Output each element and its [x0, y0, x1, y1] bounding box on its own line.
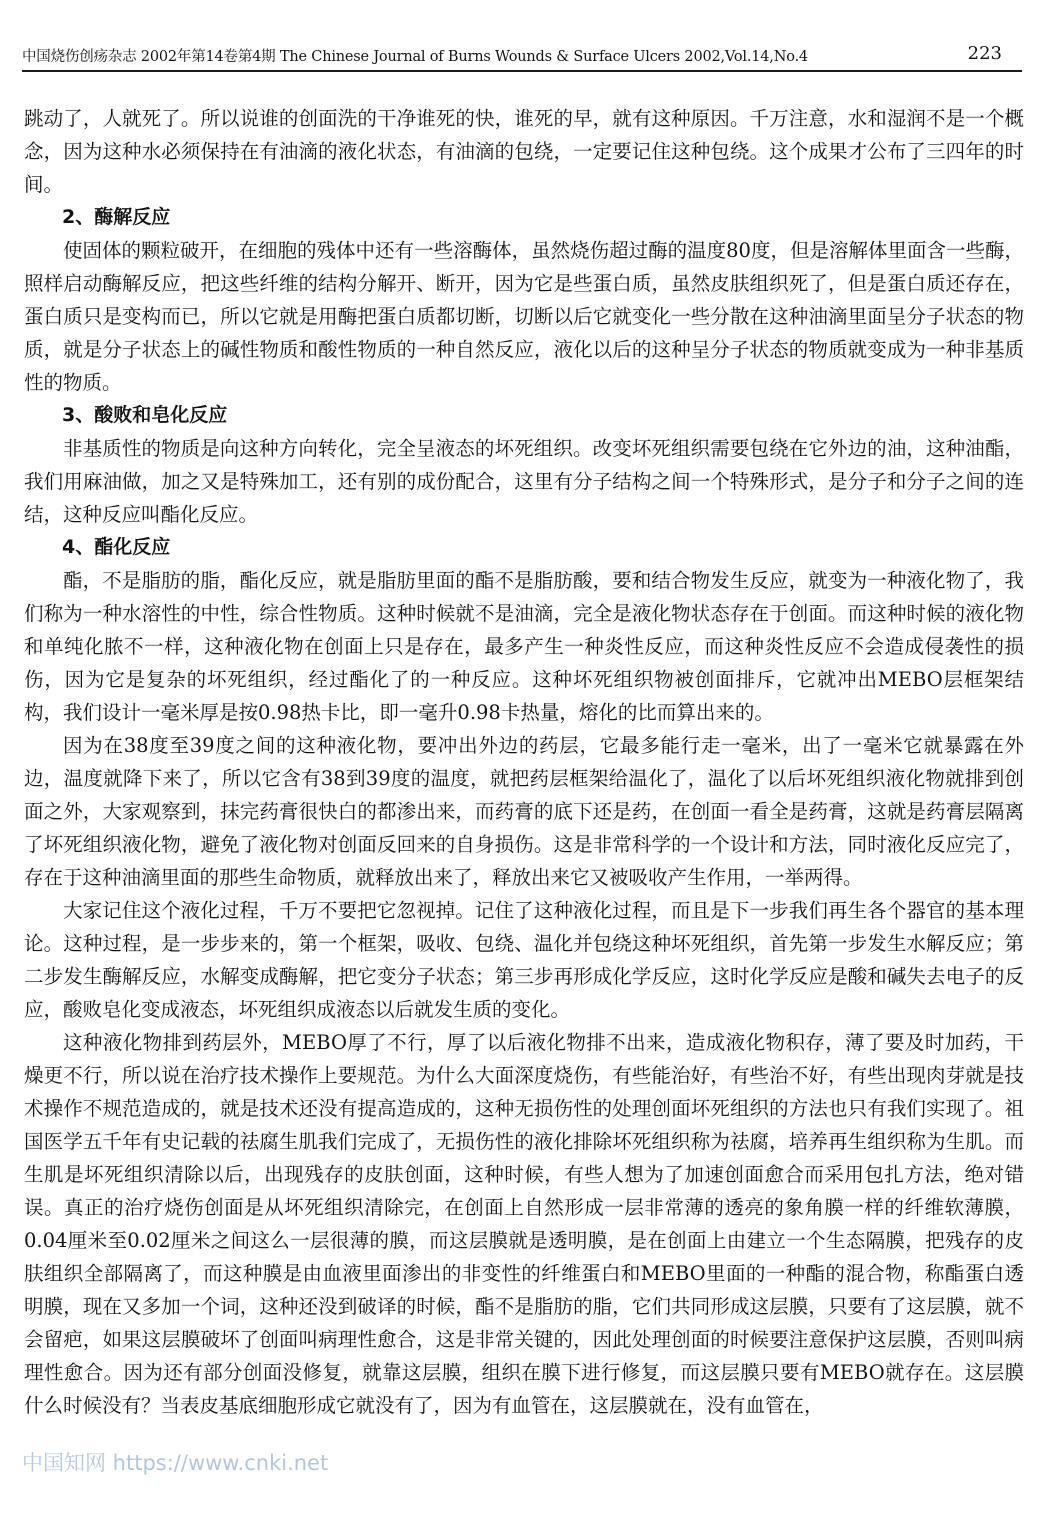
page-number: 223: [967, 43, 1002, 64]
section-heading-enzymolysis: 2、酶解反应: [62, 206, 171, 228]
cnki-watermark: 中国知网 https://www.cnki.net: [22, 1451, 329, 1475]
paragraph: 大家记住这个液化过程，千万不要把它忽视掉。记住了这种液化过程，而且是下一步我们再生各个器官的基本理论。这种过程，是一步步来的，第一个框架，吸收、包绕、温化并包绕这种坏死组织，首先第一步发生水解反应；第二步发生酶解反应，水解变成酶解，把它变分子状态；第三步再形成化学反应，这时化学反应是酸和碱失去电子的反应，酸败皂化变成液态，坏死组织成液态以后就发生质的变化。: [24, 899, 1024, 1021]
article-body: [24, 102, 1024, 1422]
paragraph: 这种液化物排到药层外，MEBO厚了不行，厚了以后液化物排不出来，造成液化物积存，薄了要及时加药，干燥更不行，所以说在治疗技术操作上要规范。为什么大面深度烧伤，有些能治好，有些治不好，有些出现肉芽就是技术操作不规范造成的，就是技术还没有提高造成的，这种无损伤性的处理创面坏死组织的方法也只有我们实现了。祖国医学五千年有史记载的祛腐生肌我们完成了，无损伤性的液化排除坏死组织称为祛腐，培养再生组织称为生肌。而生肌是坏死组织清除以后，出现残存的皮肤创面，这种时候，有些人想为了加速创面愈合而采用包扎方法，绝对错误。真正的治疗烧伤创面是从坏死组织清除完，在创面上自然形成一层非常薄的透亮的象角膜一样的纤维软薄膜，0.04厘米至0.02厘米之间这么一层很薄的膜，而这层膜就是透明膜，是在创面上由建立一个生态隔膜，把残存的皮肤组织全部隔离了，而这种膜是由血液里面渗出的非变性的纤维蛋白和MEBO里面的一种酯的混合物，称酯蛋白透明膜，现在又多加一个词，这种还没到破译的时候，酯不是脂肪的脂，它们共同形成这层膜，只要有了这层膜，就不会留疤，如果这层膜破坏了创面叫病理性愈合，这是非常关键的，因此处理创面的时候要注意保护这层膜，否则叫病理性愈合。因为还有部分创面没修复，就靠这层膜，组织在膜下进行修复，而这层膜只要有MEBO就存在。这层膜什么时候没有？当表皮基底细胞形成它就没有了，因为有血管在，这层膜就在，没有血管在，: [24, 1031, 1024, 1417]
running-header: [22, 40, 1022, 72]
paragraph: 跳动了，人就死了。所以说谁的创面洗的干净谁死的快，谁死的早，就有这种原因。千万注意，水和湿润不是一个概念，因为这种水必须保持在有油滴的液化状态，有油滴的包绕，一定要记住这种包绕。这个成果才公布了三四年的时间。: [24, 107, 1024, 196]
journal-citation: 中国烧伤创疡杂志 2002年第14卷第4期 The Chinese Journal of Burns Wounds & Surface Ulcers 2002,Vol.14,No.4: [22, 49, 808, 65]
section-heading-rancidity-saponification: 3、酸败和皂化反应: [62, 404, 228, 426]
paragraph: 非基质性的物质是向这种方向转化，完全呈液态的坏死组织。改变坏死组织需要包绕在它外边的油，这种油酯，我们用麻油做，加之又是特殊加工，还有别的成份配合，这里有分子结构之间一个特殊形式，是分子和分子之间的连结，这种反应叫酯化反应。: [24, 437, 1024, 526]
paragraph: 因为在38度至39度之间的这种液化物，要冲出外边的药层，它最多能行走一毫米，出了一毫米它就暴露在外边，温度就降下来了，所以它含有38到39度的温度，就把药层框架给温化了，温化了以后坏死组织液化物就排到创面之外，大家观察到，抹完药膏很快白的都渗出来，而药膏的底下还是药，在创面一看全是药膏，这就是药膏层隔离了坏死组织液化物，避免了液化物对创面反回来的自身损伤。这是非常科学的一个设计和方法，同时液化反应完了，存在于这种油滴里面的那些生命物质，就释放出来了，释放出来它又被吸收产生作用，一举两得。: [24, 734, 1024, 889]
section-heading-esterification: 4、酯化反应: [62, 536, 171, 558]
paragraph: 使固体的颗粒破开，在细胞的残体中还有一些溶酶体，虽然烧伤超过酶的温度80度，但是溶解体里面含一些酶，照样启动酶解反应，把这些纤维的结构分解开、断开，因为它是些蛋白质，虽然皮肤组织死了，但是蛋白质还存在，蛋白质只是变构而已，所以它就是用酶把蛋白质都切断，切断以后它就变化一些分散在这种油滴里面呈分子状态的物质，就是分子状态上的碱性物质和酸性物质的一种自然反应，液化以后的这种呈分子状态的物质就变成为一种非基质性的物质。: [24, 239, 1024, 394]
paragraph: 酯，不是脂肪的脂，酯化反应，就是脂肪里面的酯不是脂肪酸，要和结合物发生反应，就变为一种液化物了，我们称为一种水溶性的中性，综合性物质。这种时候就不是油滴，完全是液化物状态存在于创面。而这种时候的液化物和单纯化脓不一样，这种液化物在创面上只是存在，最多产生一种炎性反应，而这种炎性反应不会造成侵袭性的损伤，因为它是复杂的坏死组织，经过酯化了的一种反应。这种坏死组织物被创面排斥，它就冲出MEBO层框架结构，我们设计一毫米厚是按0.98热卡比，即一毫升0.98卡热量，熔化的比而算出来的。: [24, 569, 1024, 724]
